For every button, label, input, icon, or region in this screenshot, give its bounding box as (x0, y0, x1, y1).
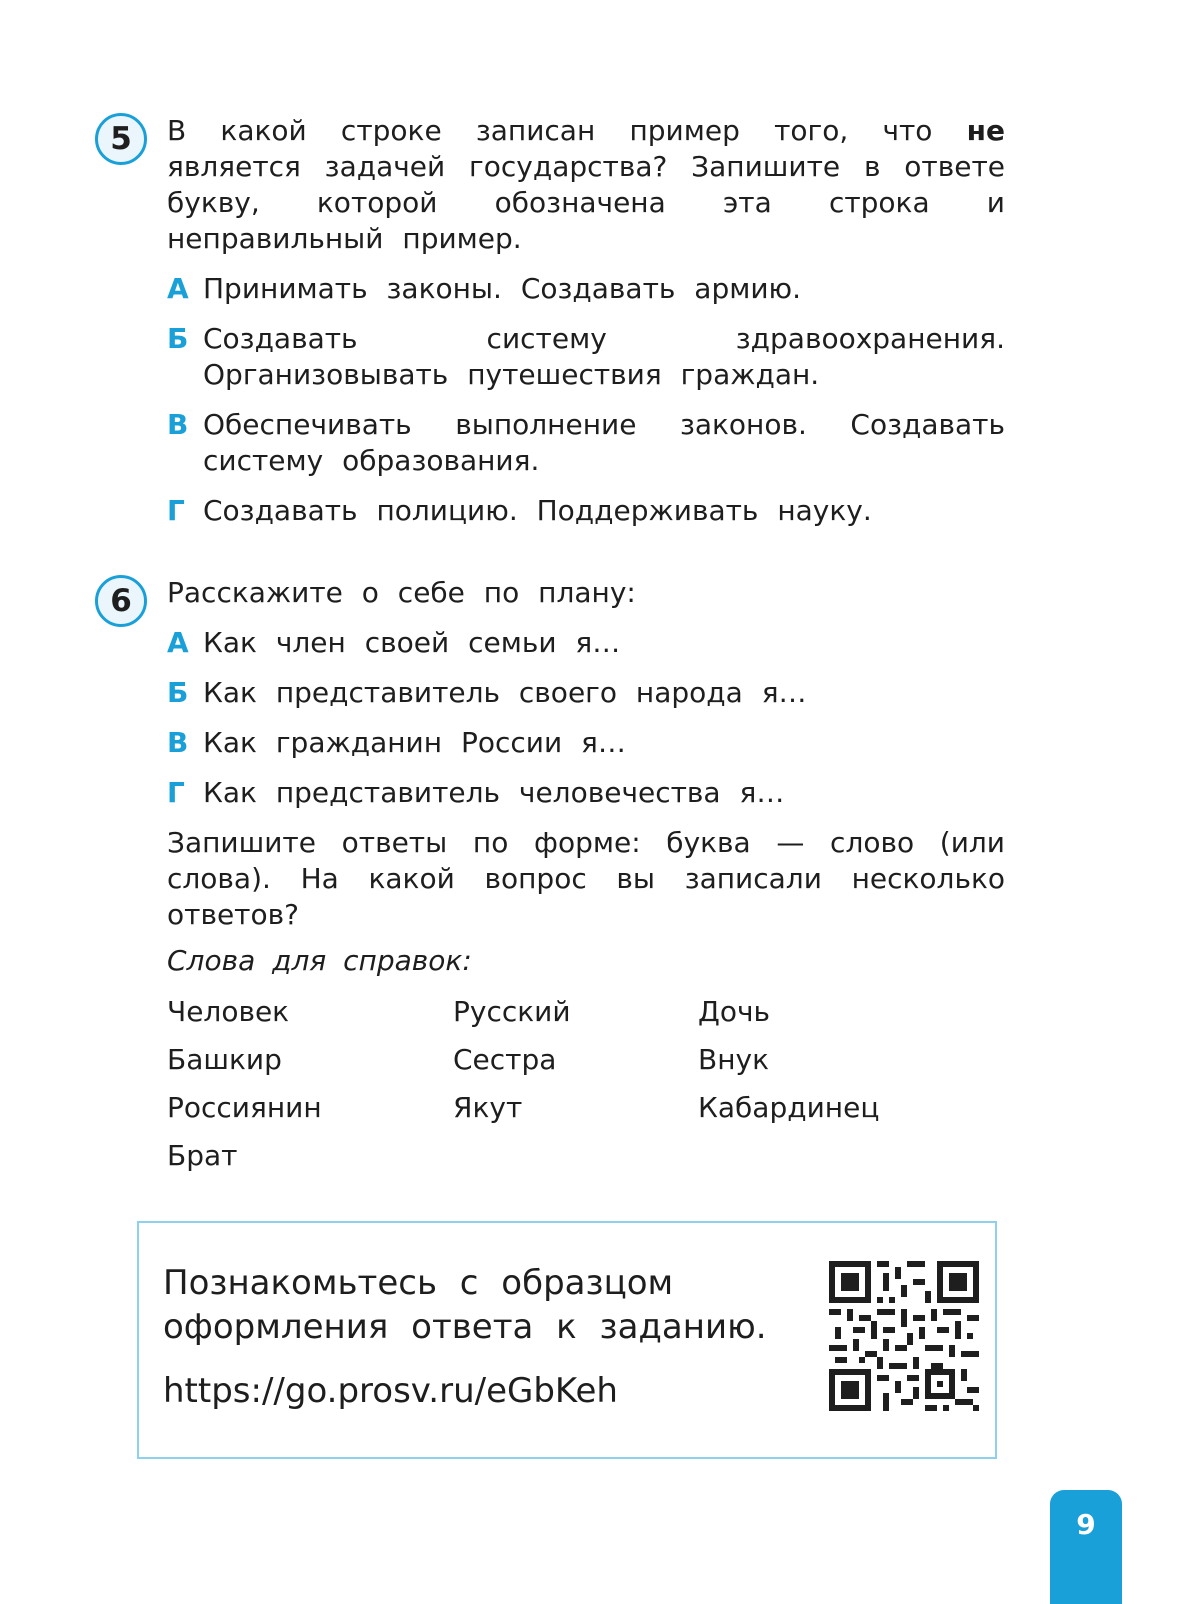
task-6-option-b (167, 675, 1005, 711)
option-letter: Б (167, 322, 189, 355)
task-6-instruction: Запишите ответы по форме: буква — слово (или слова). На какой вопрос вы записали несколько ответов? (167, 826, 1005, 931)
reference-word: Башкир (167, 1043, 282, 1076)
option-text: Принимать законы. Создавать армию. (203, 272, 802, 305)
option-letter: Г (167, 776, 185, 809)
task-5-option-a (167, 271, 1005, 307)
reference-word: Сестра (453, 1043, 557, 1076)
task-6-option-g (167, 775, 1005, 811)
option-letter: Г (167, 494, 185, 527)
task-6-body (167, 575, 1005, 1174)
option-text: Как гражданин России я… (203, 726, 626, 759)
page-number-tab (1050, 1490, 1122, 1604)
option-text: Как член своей семьи я… (203, 626, 621, 659)
task-6-option-a (167, 625, 1005, 661)
task-5-option-g (167, 493, 1005, 529)
task-5-question-part2: является задачей государства? Запишите в ответе букву, которой обозначена эта строка и неправильный пример. (167, 150, 1005, 255)
option-letter: Б (167, 676, 189, 709)
reference-word: Якут (453, 1091, 523, 1124)
option-letter: А (167, 272, 189, 305)
task-5-question-part1: В какой строке записан пример того, что (167, 114, 933, 147)
reference-word: Кабардинец (698, 1091, 880, 1124)
option-letter: А (167, 626, 189, 659)
task-5-question-emphasis: не (966, 114, 1005, 147)
task-5-body (167, 113, 1005, 529)
option-text: Обеспечивать выполнение законов. Создавать систему образования. (203, 408, 1005, 477)
option-text: Создавать полицию. Поддерживать науку. (203, 494, 872, 527)
reference-words-grid (167, 993, 1005, 1174)
task-6-intro: Расскажите о себе по плану: (167, 576, 636, 609)
reference-word: Человек (167, 995, 290, 1028)
task-5-option-b (167, 321, 1005, 393)
task-5-option-v (167, 407, 1005, 479)
option-text: Создавать систему здравоохранения. Организовывать путешествия граждан. (203, 322, 1005, 391)
reference-word: Русский (453, 995, 571, 1028)
page-number: 9 (1076, 1508, 1096, 1541)
option-text: Как представитель человечества я… (203, 776, 785, 809)
task-5-number-badge: 5 (95, 113, 147, 165)
task-6-number-badge: 6 (95, 575, 147, 627)
sample-answer-text: Познакомьтесь с образцом оформления ответа к заданию. (163, 1263, 767, 1347)
reference-word: Внук (698, 1043, 769, 1076)
reference-word: Россиянин (167, 1091, 322, 1124)
task-6-option-v (167, 725, 1005, 761)
sample-answer-link[interactable]: https://go.prosv.ru/eGbKeh (163, 1371, 618, 1411)
task-6 (95, 575, 1010, 1174)
reference-words-title: Слова для справок: (167, 944, 472, 977)
option-letter: В (167, 408, 189, 441)
reference-word: Брат (167, 1139, 238, 1172)
qr-code-icon[interactable] (829, 1261, 979, 1411)
task-5 (95, 113, 1010, 529)
option-letter: В (167, 726, 189, 759)
task-5-question (167, 113, 1005, 257)
sample-answer-box (137, 1221, 997, 1459)
reference-word: Дочь (698, 995, 771, 1028)
option-text: Как представитель своего народа я… (203, 676, 807, 709)
